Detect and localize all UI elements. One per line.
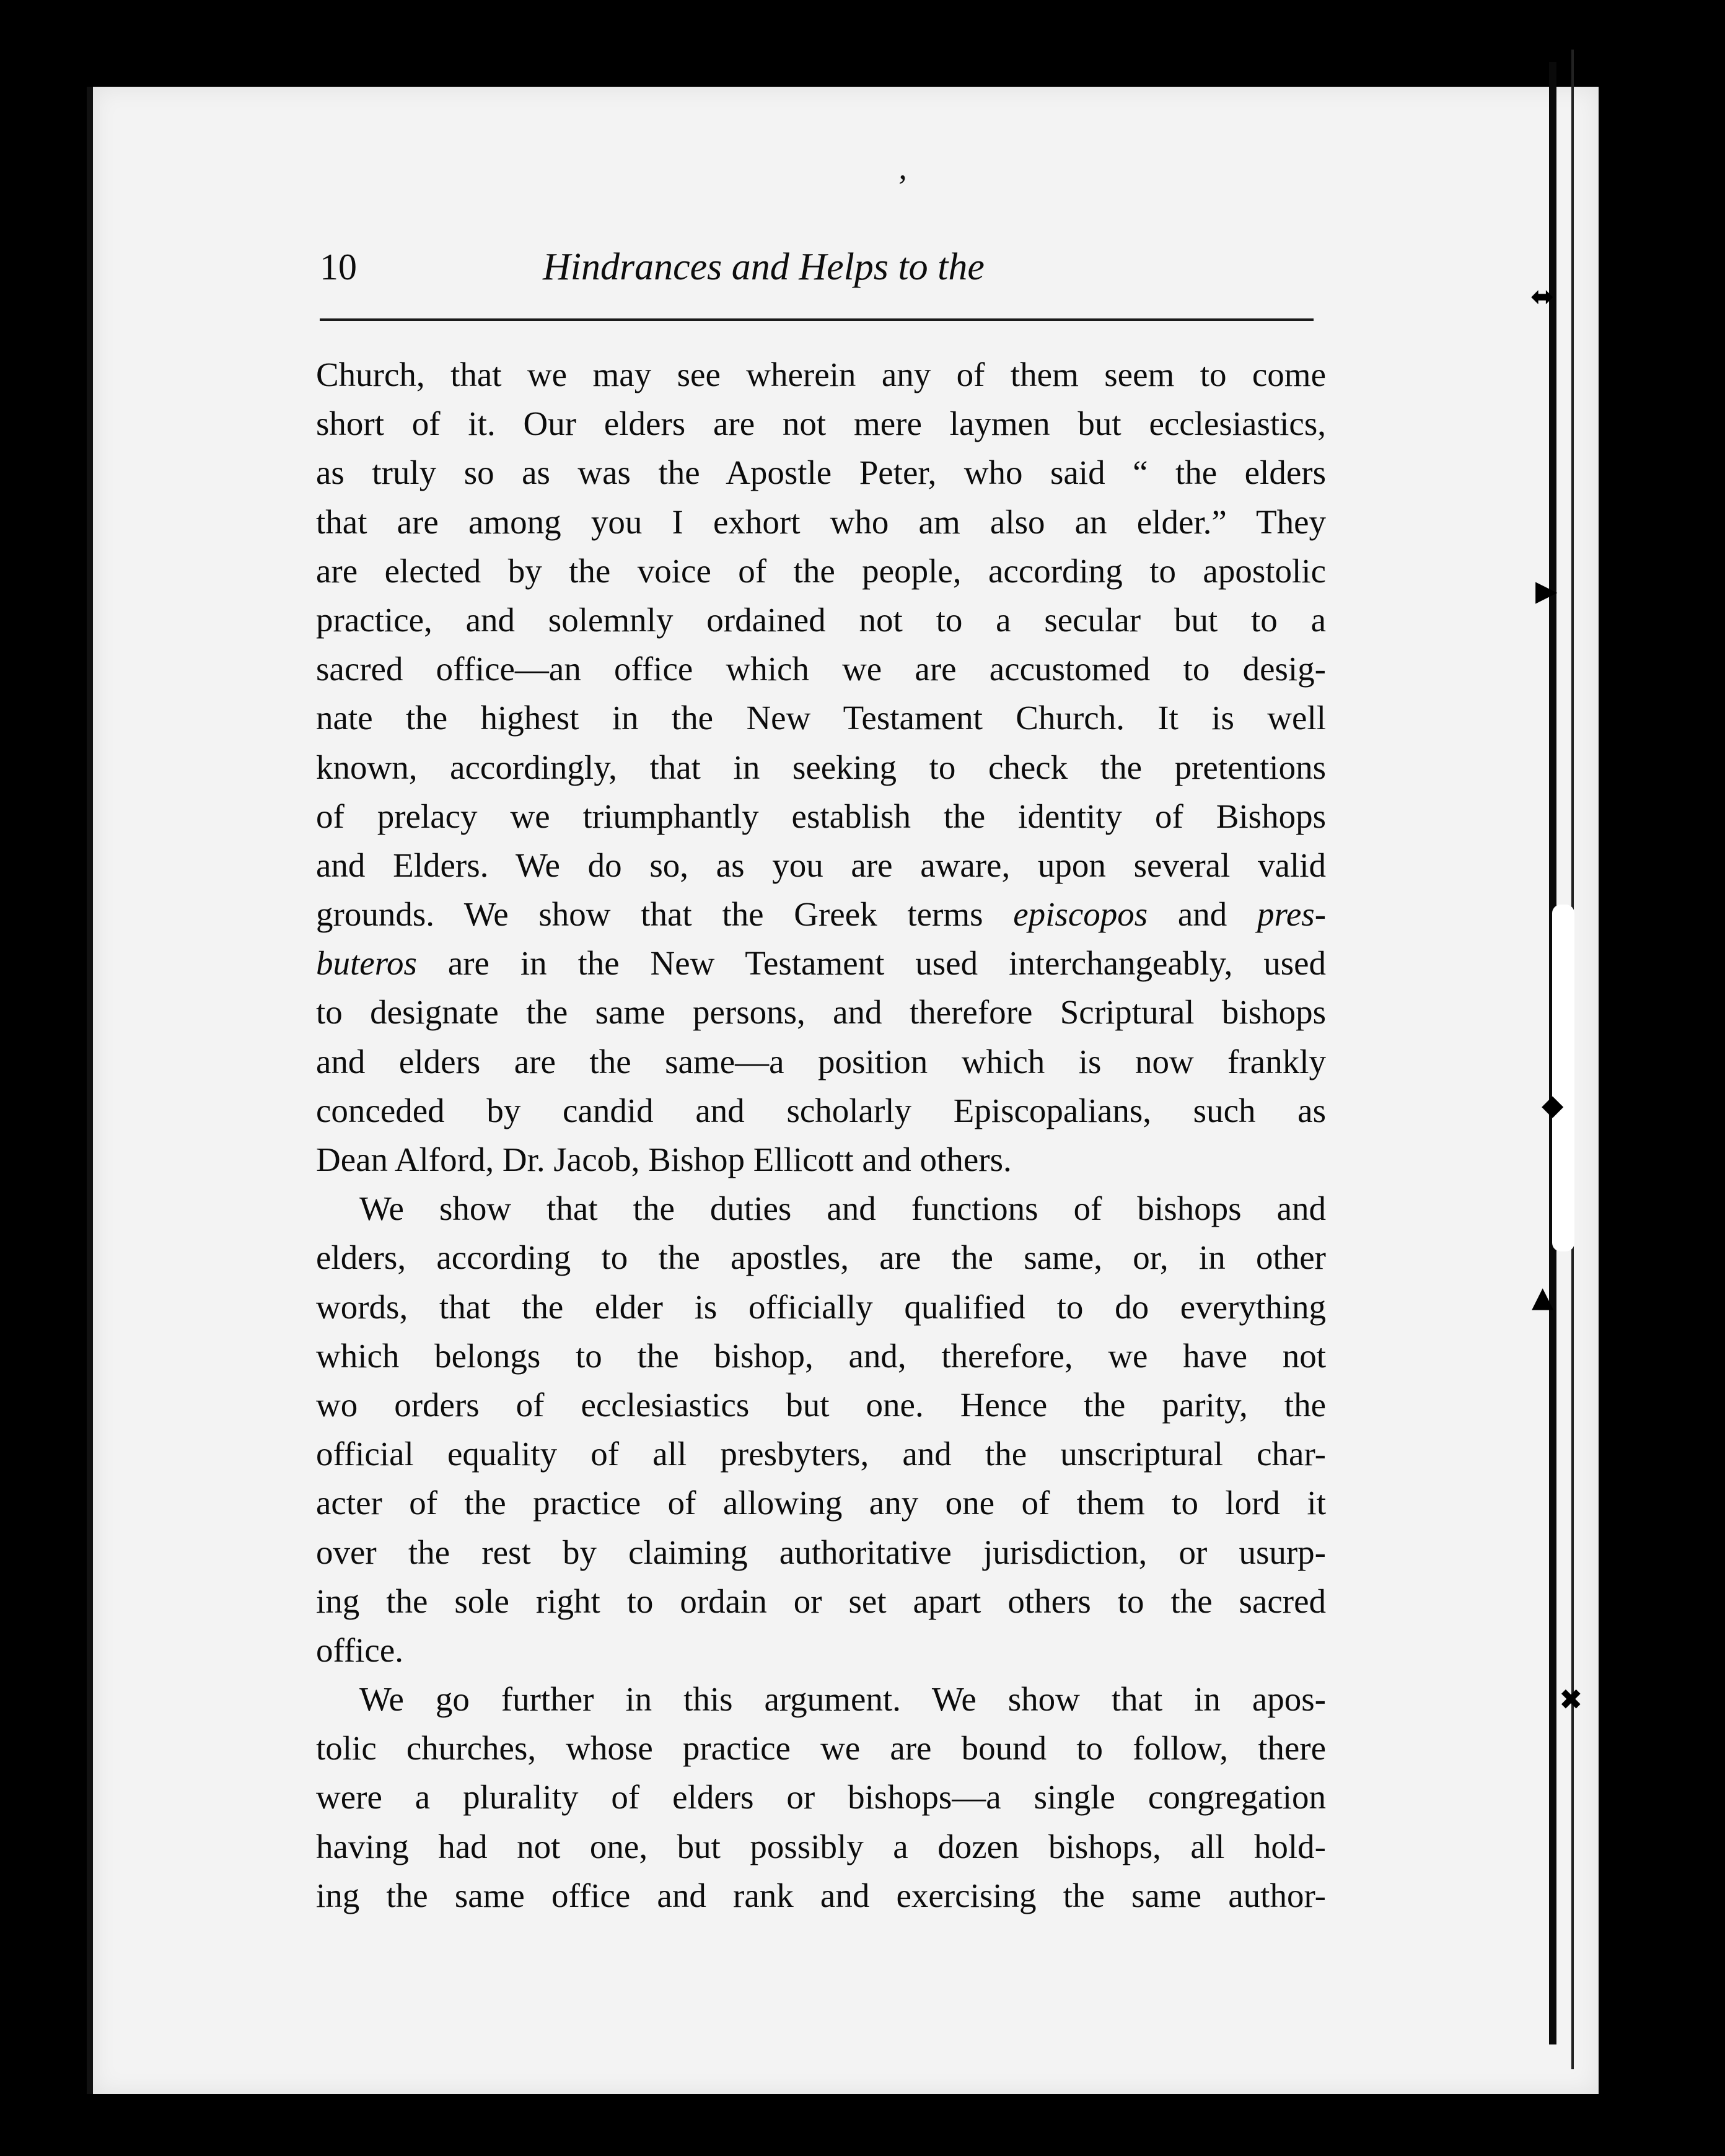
text-line: that are among you I exhort who am also an elder.” They: [316, 502, 1326, 541]
text-line: and elders are the same—a position which is now frankly: [316, 1042, 1326, 1080]
text-line: short of it. Our elders are not mere laymen but ecclesiastics,: [316, 405, 1326, 443]
page-number: 10: [320, 247, 357, 287]
text-line: ing the same office and rank and exercising the same author-: [316, 1876, 1326, 1914]
text-line: ing the sole right to ordain or set apart others to the sacred: [316, 1582, 1326, 1620]
text-line: elders, according to the apostles, are the same, or, in other: [316, 1238, 1326, 1277]
text-line-with-italics: [316, 939, 1326, 988]
header-rule: [320, 318, 1314, 321]
text-line: sacred office—an office which we are accustomed to desig-: [316, 650, 1326, 688]
text-line: acter of the practice of allowing any one of them to lord it: [316, 1484, 1326, 1522]
binding-highlight: [1552, 905, 1574, 1251]
body-text: [316, 350, 1326, 1920]
greek-term-presbuteros-part2: buteros: [316, 944, 417, 983]
text-line: known, accordingly, that in seeking to check the pretentions: [316, 748, 1326, 786]
text-line: wo orders of ecclesiastics but one. Hence the parity, the: [316, 1385, 1326, 1424]
text-line: Dean Alford, Dr. Jacob, Bishop Ellicott and others.: [316, 1141, 1012, 1178]
text-segment: and: [1177, 895, 1227, 934]
text-line: to designate the same persons, and therefore Scriptural bishops: [316, 993, 1326, 1032]
binding-clip-mark: ▶: [1535, 574, 1558, 607]
text-line: and Elders. We do so, as you are aware, upon several valid: [316, 846, 1326, 884]
text-line: conceded by candid and scholarly Episcopalians, such as: [316, 1091, 1326, 1129]
text-segment: grounds. We show that the Greek terms: [316, 895, 983, 934]
stray-ink-mark: ’: [895, 168, 906, 205]
greek-term-presbuteros-part1: pres-: [1257, 895, 1327, 934]
greek-term-episcopos: episcopos: [1013, 895, 1148, 934]
text-segment: are in the New Testament used interchangeably, used: [447, 944, 1327, 983]
text-line: of prelacy we triumphantly establish the identity of Bishops: [316, 797, 1326, 835]
binding-clip-mark: ◆: [1542, 1088, 1564, 1121]
text-line: nate the highest in the New Testament Church. It is well: [316, 699, 1326, 737]
text-line: words, that the elder is officially qualified to do everything: [316, 1287, 1326, 1326]
running-title: Hindrances and Helps to the: [543, 246, 985, 288]
binding-clip-mark: ✖: [1559, 1683, 1583, 1716]
text-line-with-italics: [316, 890, 1326, 939]
text-line: We show that the duties and functions of bishops and: [359, 1190, 1326, 1228]
text-line: are elected by the voice of the people, according to apostolic: [316, 551, 1326, 590]
text-line: over the rest by claiming authoritative jurisdiction, or usurp-: [316, 1533, 1326, 1571]
text-line: We go further in this argument. We show that in apos-: [359, 1680, 1326, 1719]
text-line: office.: [316, 1631, 403, 1669]
text-line: were a plurality of elders or bishops—a single congregation: [316, 1778, 1326, 1816]
text-line: Church, that we may see wherein any of them seem to come: [316, 356, 1326, 393]
binding-clip-mark: ▲: [1532, 1280, 1554, 1313]
running-head: [320, 239, 1323, 295]
text-line: having had not one, but possibly a dozen bishops, all hold-: [316, 1827, 1326, 1865]
text-line: practice, and solemnly ordained not to a secular but to a: [316, 600, 1326, 639]
binding-clip-mark: ⬌: [1530, 279, 1555, 313]
text-line: official equality of all presbyters, and the unscriptural char-: [316, 1435, 1326, 1473]
text-line: which belongs to the bishop, and, therefore, we have not: [316, 1336, 1326, 1375]
text-line: as truly so as was the Apostle Peter, who said “ the elders: [316, 454, 1326, 492]
text-line: tolic churches, whose practice we are bound to follow, there: [316, 1729, 1326, 1768]
